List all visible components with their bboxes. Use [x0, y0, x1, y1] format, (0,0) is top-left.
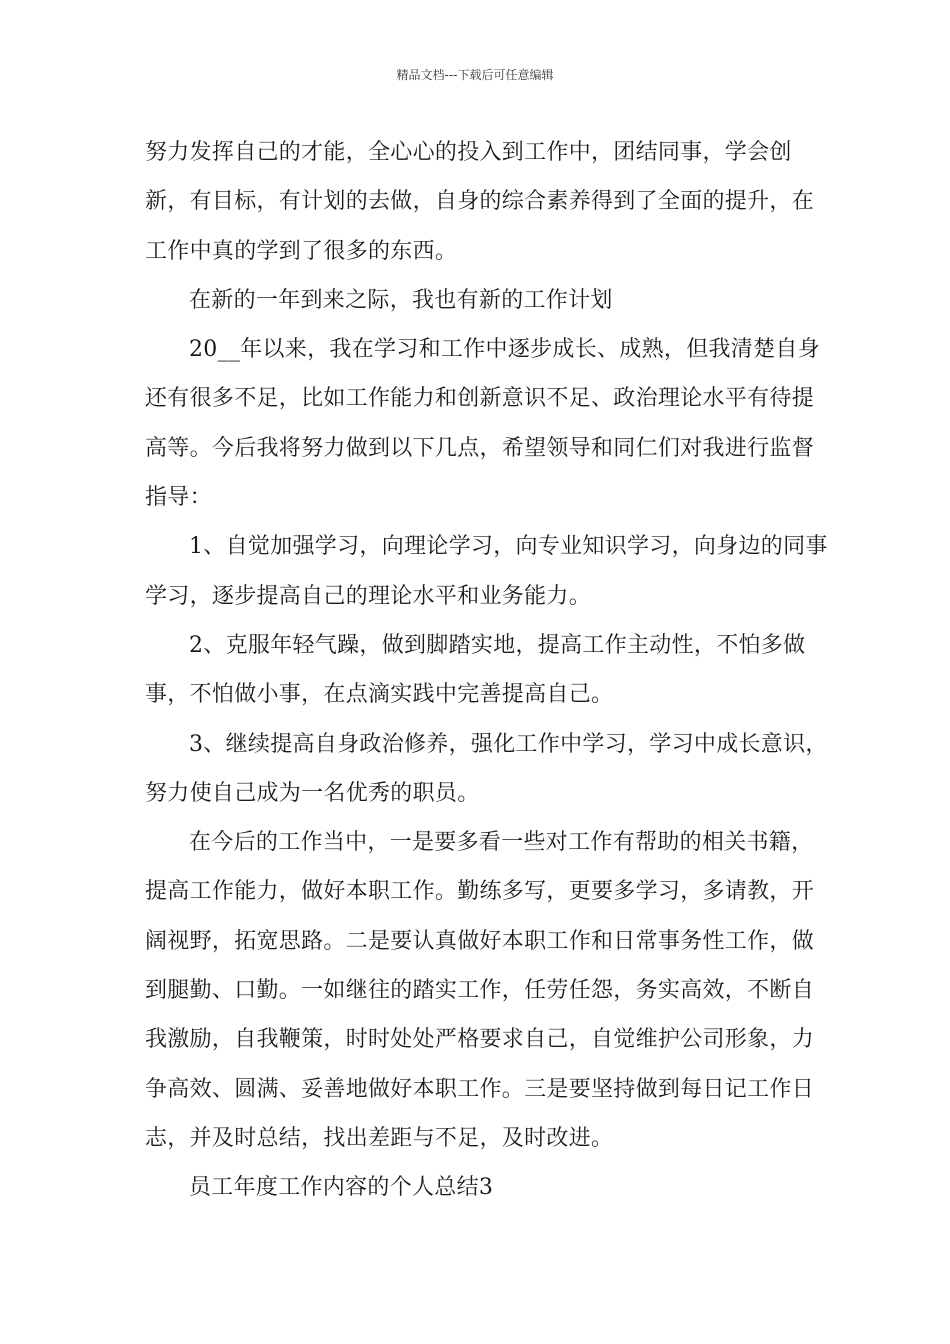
- paragraph-1: 努力发挥自己的才能，全心心的投入到工作中，团结同事，学会创新，有目标，有计划的去做，自身的综合素养得到了全面的提升，在工作中真的学到了很多的东西。: [145, 140, 815, 264]
- paragraph-4: 1、自觉加强学习，向理论学习，向专业知识学习，向身边的同事学习，逐步提高自己的理论水平和业务能力。: [145, 534, 828, 609]
- section-heading: 员工年度工作内容的个人总结3: [189, 1175, 494, 1201]
- paragraph-5: 2、克服年轻气躁，做到脚踏实地，提高工作主动性，不怕多做事，不怕做小事，在点滴实践中完善提高自己。: [145, 632, 806, 708]
- paragraph-2: 在新的一年到来之际，我也有新的工作计划: [189, 287, 613, 313]
- page-header: 精品文档---下载后可任意编辑: [396, 68, 554, 82]
- document-body: [145, 128, 835, 1213]
- paragraph-7: 在今后的工作当中，一是要多看一些对工作有帮助的相关书籍，提高工作能力，做好本职工作。勤练多写，更要多学习，多请教，开阔视野，拓宽思路。二是要认真做好本职工作和日常事务性工作，做到腿勤、口勤。一如继往的踏实工作，任劳任怨，务实高效，不断自我激励，自我鞭策，时时处处严格要求自己，自觉维护公司形象，力争高效、圆满、妥善地做好本职工作。三是要坚持做到每日记工作日志，并及时总结，找出差距与不足，及时改进。: [145, 830, 815, 1151]
- paragraph-3: 20__年以来，我在学习和工作中逐步成长、成熟，但我清楚自身还有很多不足，比如工作能力和创新意识不足、政治理论水平有待提高等。今后我将努力做到以下几点，希望领导和同仁们对我进行监督指导：: [145, 337, 820, 511]
- paragraph-6: 3、继续提高自身政治修养，强化工作中学习，学习中成长意识，努力使自己成为一名优秀的职员。: [145, 731, 828, 806]
